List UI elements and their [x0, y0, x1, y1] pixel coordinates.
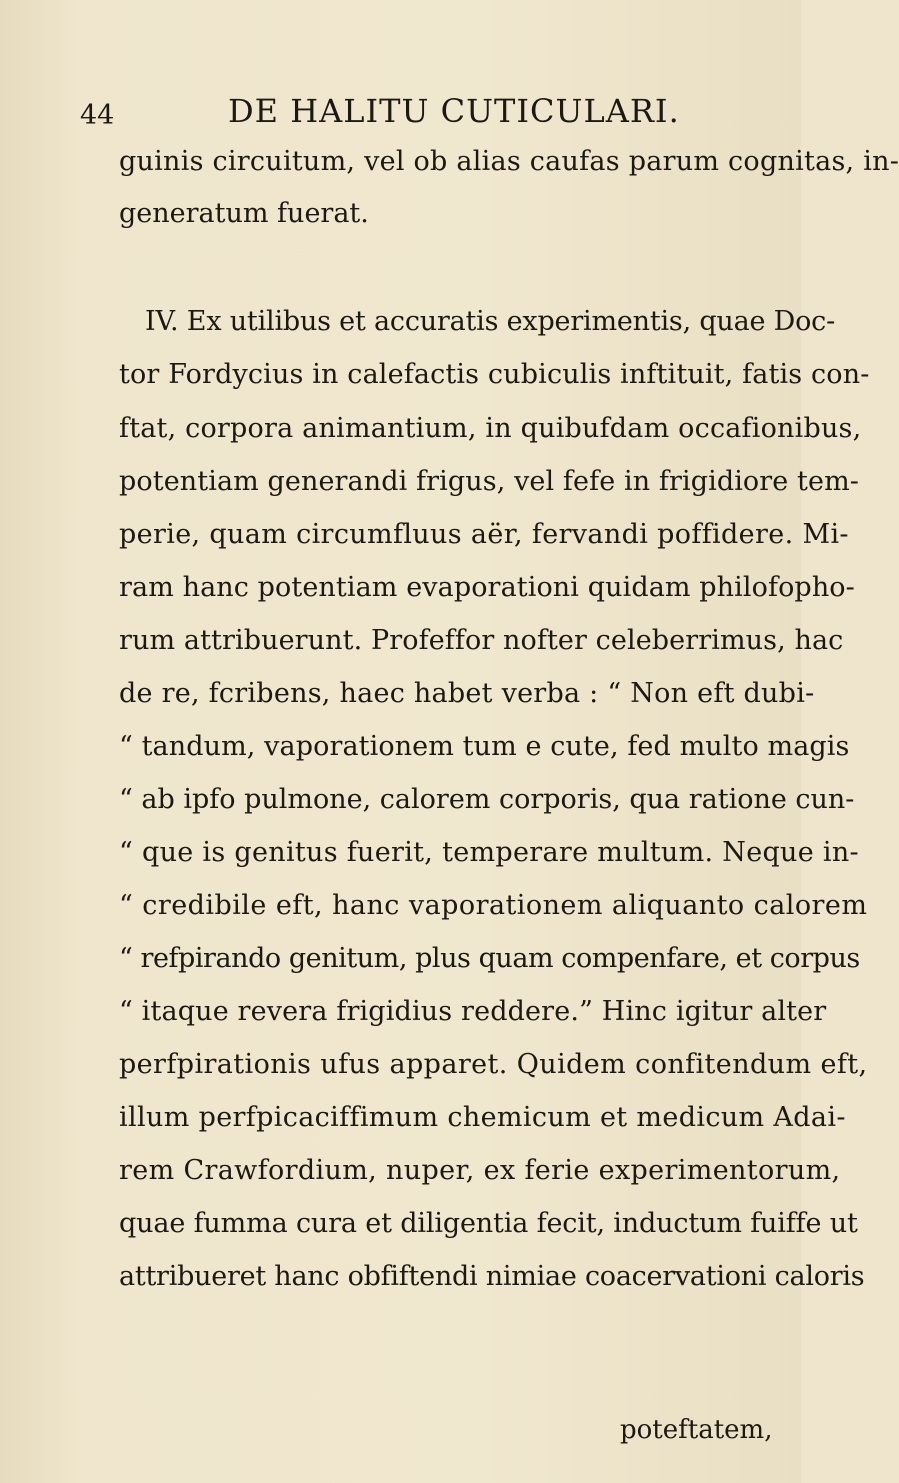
quoted-line: “ ab ipfo pulmone, calorem corporis, qua ratione cun- — [119, 784, 855, 815]
quoted-line: “ credibile eft, hanc vaporationem aliquanto calorem — [119, 890, 868, 921]
quoted-line: “ refpirando genitum, plus quam compenfare, et corpus — [119, 943, 860, 974]
text-line: perie, quam circumfluus aër, fervandi poffidere. Mi- — [119, 519, 849, 550]
text-line: quae fumma cura et diligentia fecit, inductum fuiffe ut — [119, 1208, 858, 1239]
text-line: rem Crawfordium, nuper, ex ferie experimentorum, — [119, 1155, 841, 1186]
running-title: DE HALITU CUTICULARI. — [228, 92, 680, 130]
text-line: attribueret hanc obfiftendi nimiae coacervationi caloris — [119, 1261, 865, 1292]
quoted-line: “ que is genitus fuerit, temperare multum. Neque in- — [119, 837, 859, 868]
text-line: guinis circuitum, vel ob alias caufas parum cognitas, in- — [119, 146, 899, 177]
text-line: potentiam generandi frigus, vel fefe in frigidiore tem- — [119, 466, 860, 497]
page-header — [80, 92, 780, 132]
quoted-line: “ tandum, vaporationem tum e cute, fed multo magis — [119, 731, 850, 762]
text-line: generatum fuerat. — [119, 198, 369, 229]
text-line: rum attribuerunt. Profeffor nofter celeberrimus, hac — [119, 625, 844, 656]
text-line: tor Fordycius in calefactis cubiculis inftituit, fatis con- — [119, 359, 870, 390]
text-line: de re, fcribens, haec habet verba : “ Non eft dubi- — [119, 678, 815, 709]
text-line: illum perfpicaciffimum chemicum et medicum Adai- — [119, 1102, 846, 1133]
text-line: ram hanc potentiam evaporationi quidam philofopho- — [119, 572, 855, 603]
catchword: poteftatem, — [620, 1415, 773, 1445]
page-number: 44 — [80, 100, 115, 131]
quoted-line: “ itaque revera frigidius reddere.” Hinc igitur alter — [119, 996, 827, 1027]
text-line: perfpirationis ufus apparet. Quidem confitendum eft, — [119, 1049, 868, 1080]
paragraph-heading-line: IV. Ex utilibus et accuratis experimentis, quae Doc- — [145, 306, 836, 337]
text-line: ftat, corpora animantium, in quibufdam occafionibus, — [119, 413, 862, 444]
